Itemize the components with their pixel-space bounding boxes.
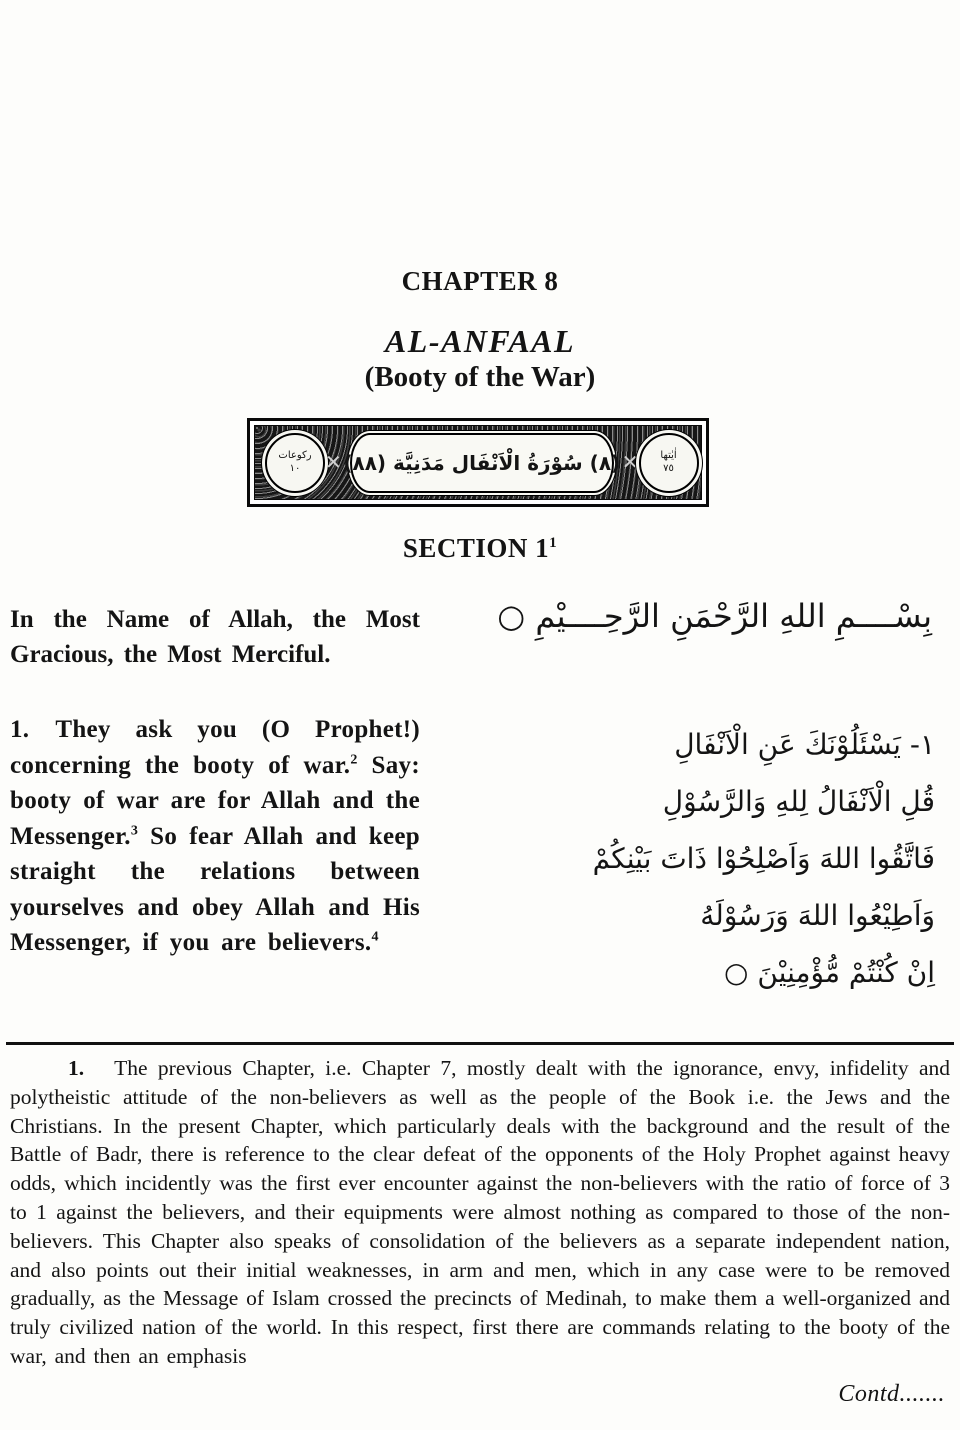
banner-cross-ornament: ✕ — [325, 452, 342, 474]
footnote-text: The previous Chapter, i.e. Chapter 7, mostly dealt with the ignorance, envy, infidelity and polytheistic attitude of the non-believers as well as the people of the Book i.e. the Jews and the Christians. In the present Chapter, which particularly deals with the background and the result of the Battle of Badr, there is reference to the clear defeat of the opponents of the Holy Prophet against heavy odds, which incidently was the first ever encounter against the non-believers with the ratio of force of 3 to 1 against the believers, and their equipments were almost nothing as compared to those of the non-believers. This Chapter also speaks of consolidation of the believers as a separate independent nation, and also points out their initial weaknesses, in arm and men, which in any case were to be removed gradually, as the Message of Islam crossed the precincts of Medinah, to make them a well-organized and truly civilized nation of the world. In this respect, first there are commands relating to the booty of the war, and then an emphasis — [10, 1056, 950, 1368]
arabic-line: قُلِ الْاَنْفَالُ لِلهِ وَالرَّسُوْلِ — [662, 785, 935, 818]
bismillah-arabic: بِسْــــمِ اللهِ الرَّحْمَنِ الرَّحِــــيْمِ ○ — [497, 597, 932, 635]
medallion-label: ركوعات — [278, 450, 312, 461]
footnote-ref-2: 2 — [350, 752, 358, 768]
verse-1-translation — [10, 712, 420, 961]
contd-marker: Contd....... — [838, 1381, 945, 1407]
surah-title-banner — [247, 418, 709, 507]
section-heading — [0, 533, 960, 564]
verse-segment: They ask you (O Prophet!) concerning the booty of war. — [10, 716, 420, 779]
medallion-value: ٧٥ — [663, 462, 674, 474]
arabic-line: ١- يَسْئَلُوْنَكَ عَنِ الْاَنْفَالِ — [674, 728, 935, 761]
bismillah-translation: In the Name of Allah, the Most Gracious, the Most Merciful. — [10, 606, 420, 668]
chapter-name: AL-ANFAAL — [384, 323, 576, 359]
footnote-ref-3: 3 — [130, 823, 139, 839]
chapter-subtitle: (Booty of the War) — [364, 361, 596, 393]
chapter-heading: CHAPTER 8 — [401, 266, 559, 296]
banner-cross-ornament: ✕ — [621, 452, 639, 474]
section-label: SECTION 1 — [402, 533, 550, 563]
banner-right-medallion — [639, 433, 699, 493]
banner-center-cartouche: (٨) سُوْرَةُ الْاَنْفَال مَدَنِيَّة (٨٨) — [350, 433, 614, 493]
verse-1-arabic — [593, 716, 935, 1001]
footnote-number: 1. — [68, 1056, 85, 1080]
verse-segment: So fear Allah and keep straight the relations between yourselves and obey Allah and His Messenger, if you are believers. — [10, 822, 420, 956]
medallion-value: ١٠ — [289, 462, 301, 474]
arabic-line: وَاَطِيْعُوا اللهَ وَرَسُوْلَهُ — [700, 899, 935, 932]
banner-ornament-frame — [254, 425, 702, 500]
section-footnote-ref: 1 — [549, 535, 558, 551]
footnote-1 — [10, 1054, 950, 1371]
medallion-label: اٰيٰتها — [660, 450, 677, 461]
verse-number: 1. — [10, 716, 30, 743]
arabic-line: اِنْ كُنْتُمْ مُّؤْمِنِيْنَ ○ — [723, 956, 935, 989]
footnote-divider — [6, 1042, 954, 1045]
footnote-ref-4: 4 — [371, 929, 379, 945]
verse-segment: Say: booty of war are for Allah and the Messenger. — [10, 751, 420, 850]
banner-left-medallion — [265, 433, 325, 493]
arabic-line: فَاتَّقُوا اللهَ وَاَصْلِحُوْا ذَاتَ بَيْنِكُمْ — [592, 842, 935, 875]
